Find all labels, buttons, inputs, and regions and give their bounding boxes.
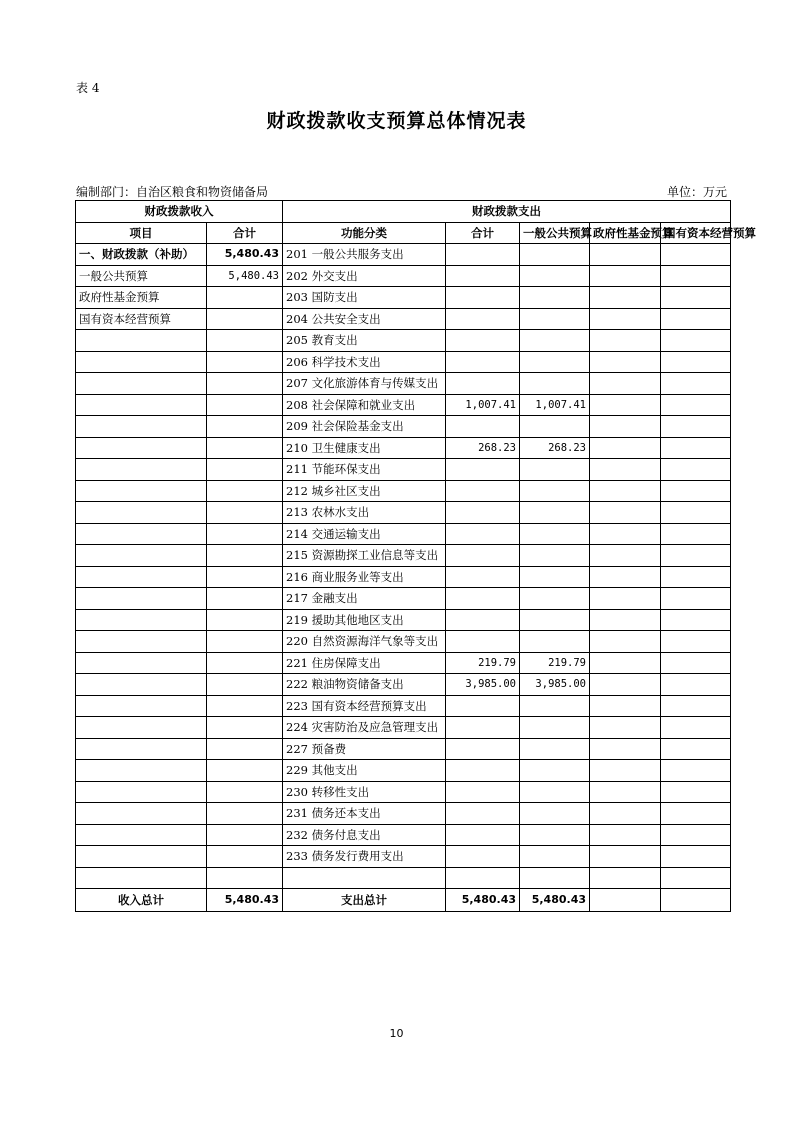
function-class-cell: 212 城乡社区支出 (283, 480, 446, 502)
income-amount-cell (207, 330, 283, 352)
expense-amount-cell: 219.79 (446, 652, 520, 674)
table-row (76, 781, 731, 803)
income-amount-cell (207, 588, 283, 610)
function-class-cell (283, 867, 446, 889)
gov-fund-cell (590, 695, 661, 717)
income-item-cell (76, 717, 207, 739)
table-row (76, 695, 731, 717)
function-class-cell: 220 自然资源海洋气象等支出 (283, 631, 446, 653)
income-amount-cell (207, 437, 283, 459)
general-budget-cell (520, 287, 590, 309)
gov-fund-cell (590, 760, 661, 782)
income-total-header: 合计 (207, 222, 283, 244)
header-columns-row (76, 222, 731, 244)
income-item-cell (76, 631, 207, 653)
income-amount-cell (207, 717, 283, 739)
income-item-cell (76, 760, 207, 782)
function-class-cell: 204 公共安全支出 (283, 308, 446, 330)
income-amount-cell (207, 803, 283, 825)
general-budget-cell (520, 480, 590, 502)
item-header: 项目 (76, 222, 207, 244)
income-amount-cell (207, 631, 283, 653)
general-budget-cell (520, 760, 590, 782)
income-amount-cell: 5,480.43 (207, 244, 283, 266)
function-class-cell: 208 社会保障和就业支出 (283, 394, 446, 416)
function-class-cell: 219 援助其他地区支出 (283, 609, 446, 631)
table-row (76, 674, 731, 696)
function-class-cell: 217 金融支出 (283, 588, 446, 610)
function-class-cell: 213 农林水支出 (283, 502, 446, 524)
state-capital-cell (661, 502, 731, 524)
expense-amount-cell (446, 416, 520, 438)
gov-fund-cell (590, 588, 661, 610)
gov-fund-cell (590, 867, 661, 889)
state-capital-header: 国有资本经营预算 (661, 222, 731, 244)
function-class-cell: 214 交通运输支出 (283, 523, 446, 545)
table-row (76, 652, 731, 674)
table-row (76, 846, 731, 868)
state-capital-cell (661, 760, 731, 782)
general-budget-cell (520, 867, 590, 889)
expense-amount-cell (446, 330, 520, 352)
gov-fund-cell (590, 244, 661, 266)
table-row (76, 265, 731, 287)
totals-row (76, 889, 731, 912)
expense-total-label: 支出总计 (283, 889, 446, 912)
state-capital-cell (661, 824, 731, 846)
income-item-cell (76, 652, 207, 674)
state-capital-cell (661, 566, 731, 588)
gov-fund-cell (590, 394, 661, 416)
general-grand-total: 5,480.43 (520, 889, 590, 912)
income-amount-cell (207, 846, 283, 868)
general-budget-cell (520, 803, 590, 825)
general-budget-cell (520, 738, 590, 760)
income-item-cell (76, 846, 207, 868)
income-item-cell (76, 566, 207, 588)
general-budget-cell (520, 351, 590, 373)
expense-amount-cell (446, 695, 520, 717)
table-row (76, 588, 731, 610)
function-class-cell: 233 债务发行费用支出 (283, 846, 446, 868)
gov-fund-cell (590, 437, 661, 459)
gov-fund-cell (590, 502, 661, 524)
income-amount-cell (207, 781, 283, 803)
capital-grand-total (661, 889, 731, 912)
table-row (76, 330, 731, 352)
income-item-cell (76, 394, 207, 416)
income-amount-cell (207, 824, 283, 846)
general-budget-cell (520, 781, 590, 803)
function-class-cell: 203 国防支出 (283, 287, 446, 309)
state-capital-cell (661, 717, 731, 739)
function-class-cell: 206 科学技术支出 (283, 351, 446, 373)
function-class-cell: 201 一般公共服务支出 (283, 244, 446, 266)
expense-amount-cell (446, 523, 520, 545)
income-item-cell (76, 781, 207, 803)
state-capital-cell (661, 846, 731, 868)
income-item-cell (76, 545, 207, 567)
table-row (76, 738, 731, 760)
expense-amount-cell (446, 781, 520, 803)
expense-amount-cell: 268.23 (446, 437, 520, 459)
table-row (76, 609, 731, 631)
gov-fund-cell (590, 803, 661, 825)
table-row (76, 373, 731, 395)
state-capital-cell (661, 781, 731, 803)
function-class-cell: 207 文化旅游体育与传媒支出 (283, 373, 446, 395)
state-capital-cell (661, 287, 731, 309)
gov-fund-cell (590, 287, 661, 309)
table-number: 表 4 (76, 81, 100, 95)
state-capital-cell (661, 631, 731, 653)
general-budget-cell (520, 545, 590, 567)
expense-amount-cell (446, 609, 520, 631)
income-item-cell (76, 867, 207, 889)
income-item-cell (76, 803, 207, 825)
income-item-cell (76, 523, 207, 545)
gov-fund-cell (590, 717, 661, 739)
gov-fund-cell (590, 846, 661, 868)
function-class-cell: 231 债务还本支出 (283, 803, 446, 825)
table-row (76, 760, 731, 782)
income-item-cell (76, 738, 207, 760)
income-amount-cell (207, 545, 283, 567)
state-capital-cell (661, 480, 731, 502)
table-row (76, 480, 731, 502)
income-amount-cell (207, 760, 283, 782)
gov-fund-header: 政府性基金预算 (590, 222, 661, 244)
function-class-cell: 202 外交支出 (283, 265, 446, 287)
income-amount-cell (207, 287, 283, 309)
expense-amount-cell (446, 566, 520, 588)
expense-amount-cell (446, 760, 520, 782)
income-amount-cell (207, 867, 283, 889)
header-group-row (76, 201, 731, 223)
state-capital-cell (661, 695, 731, 717)
income-amount-cell (207, 351, 283, 373)
state-capital-cell (661, 459, 731, 481)
state-capital-cell (661, 308, 731, 330)
expense-amount-cell (446, 459, 520, 481)
income-amount-cell: 5,480.43 (207, 265, 283, 287)
income-item-cell: 政府性基金预算 (76, 287, 207, 309)
income-item-cell (76, 459, 207, 481)
income-amount-cell (207, 609, 283, 631)
income-amount-cell (207, 459, 283, 481)
function-class-cell: 230 转移性支出 (283, 781, 446, 803)
unit-label: 单位：万元 (666, 185, 727, 199)
gov-fund-cell (590, 781, 661, 803)
function-class-cell: 232 债务付息支出 (283, 824, 446, 846)
gov-fund-cell (590, 652, 661, 674)
income-amount-cell (207, 566, 283, 588)
income-item-cell: 一、财政拨款（补助） (76, 244, 207, 266)
expense-total-header: 合计 (446, 222, 520, 244)
income-item-cell (76, 609, 207, 631)
table-row (76, 502, 731, 524)
page-number: 10 (389, 1027, 404, 1040)
gov-fund-cell (590, 674, 661, 696)
document-title: 财政拨款收支预算总体情况表 (266, 110, 527, 132)
income-amount-cell (207, 502, 283, 524)
table-row (76, 803, 731, 825)
income-item-cell (76, 416, 207, 438)
function-class-cell: 211 节能环保支出 (283, 459, 446, 481)
gov-fund-cell (590, 351, 661, 373)
state-capital-cell (661, 330, 731, 352)
function-class-cell: 227 预备费 (283, 738, 446, 760)
expense-amount-cell: 3,985.00 (446, 674, 520, 696)
general-budget-cell (520, 609, 590, 631)
general-budget-cell (520, 416, 590, 438)
general-budget-cell (520, 265, 590, 287)
expense-amount-cell (446, 717, 520, 739)
state-capital-cell (661, 545, 731, 567)
state-capital-cell (661, 373, 731, 395)
general-budget-cell (520, 566, 590, 588)
expense-amount-cell (446, 244, 520, 266)
table-row (76, 824, 731, 846)
general-budget-cell: 268.23 (520, 437, 590, 459)
table-row (76, 351, 731, 373)
expense-amount-cell (446, 824, 520, 846)
expense-amount-cell (446, 738, 520, 760)
income-amount-cell (207, 652, 283, 674)
table-row (76, 867, 731, 889)
function-class-cell: 215 资源勘探工业信息等支出 (283, 545, 446, 567)
table-row (76, 545, 731, 567)
income-amount-cell (207, 416, 283, 438)
general-budget-cell (520, 308, 590, 330)
income-amount-cell (207, 523, 283, 545)
income-amount-cell (207, 394, 283, 416)
table-row (76, 287, 731, 309)
general-budget-cell (520, 846, 590, 868)
expense-amount-cell (446, 867, 520, 889)
gov-fund-cell (590, 824, 661, 846)
function-class-cell: 216 商业服务业等支出 (283, 566, 446, 588)
income-item-cell (76, 373, 207, 395)
state-capital-cell (661, 265, 731, 287)
expense-amount-cell (446, 480, 520, 502)
gov-fund-cell (590, 609, 661, 631)
gov-fund-cell (590, 545, 661, 567)
expense-amount-cell (446, 373, 520, 395)
general-budget-cell (520, 459, 590, 481)
general-budget-cell (520, 695, 590, 717)
expense-amount-cell (446, 631, 520, 653)
gov-fund-cell (590, 631, 661, 653)
table-row (76, 631, 731, 653)
budget-table (75, 200, 756, 912)
income-amount-cell (207, 738, 283, 760)
table-row (76, 566, 731, 588)
general-budget-cell (520, 244, 590, 266)
expense-grand-total: 5,480.43 (446, 889, 520, 912)
gov-fund-cell (590, 308, 661, 330)
income-amount-cell (207, 695, 283, 717)
general-budget-cell (520, 502, 590, 524)
function-class-cell: 229 其他支出 (283, 760, 446, 782)
general-budget-cell: 3,985.00 (520, 674, 590, 696)
expense-amount-cell (446, 502, 520, 524)
gov-fund-cell (590, 459, 661, 481)
income-grand-total: 5,480.43 (207, 889, 283, 912)
general-budget-cell: 219.79 (520, 652, 590, 674)
income-amount-cell (207, 308, 283, 330)
function-class-cell: 223 国有资本经营预算支出 (283, 695, 446, 717)
table-row (76, 416, 731, 438)
general-budget-cell (520, 523, 590, 545)
general-budget-cell (520, 330, 590, 352)
expense-amount-cell: 1,007.41 (446, 394, 520, 416)
state-capital-cell (661, 803, 731, 825)
state-capital-cell (661, 867, 731, 889)
income-total-label: 收入总计 (76, 889, 207, 912)
gov-fund-cell (590, 480, 661, 502)
gov-fund-cell (590, 373, 661, 395)
income-item-cell (76, 330, 207, 352)
income-item-cell (76, 588, 207, 610)
table-row (76, 244, 731, 266)
gov-fund-cell (590, 523, 661, 545)
gov-fund-cell (590, 330, 661, 352)
state-capital-cell (661, 609, 731, 631)
function-class-cell: 209 社会保险基金支出 (283, 416, 446, 438)
gov-fund-cell (590, 566, 661, 588)
general-budget-cell (520, 717, 590, 739)
income-item-cell (76, 351, 207, 373)
gov-fund-cell (590, 416, 661, 438)
state-capital-cell (661, 652, 731, 674)
function-class-cell: 210 卫生健康支出 (283, 437, 446, 459)
income-item-cell (76, 437, 207, 459)
table-row (76, 717, 731, 739)
table-row (76, 308, 731, 330)
income-item-cell (76, 502, 207, 524)
state-capital-cell (661, 674, 731, 696)
general-budget-cell: 1,007.41 (520, 394, 590, 416)
expense-amount-cell (446, 846, 520, 868)
income-item-cell: 一般公共预算 (76, 265, 207, 287)
expense-amount-cell (446, 351, 520, 373)
state-capital-cell (661, 416, 731, 438)
income-item-cell (76, 480, 207, 502)
general-budget-cell (520, 631, 590, 653)
department-label: 编制部门：自治区粮食和物资储备局 (76, 185, 269, 199)
general-budget-header: 一般公共预算 (520, 222, 590, 244)
table-row (76, 459, 731, 481)
general-budget-cell (520, 588, 590, 610)
table-row (76, 437, 731, 459)
state-capital-cell (661, 588, 731, 610)
function-class-cell: 222 粮油物资储备支出 (283, 674, 446, 696)
income-item-cell (76, 674, 207, 696)
table-body (76, 244, 731, 889)
fund-grand-total (590, 889, 661, 912)
income-group-header: 财政拨款收入 (76, 201, 283, 223)
expense-amount-cell (446, 308, 520, 330)
function-class-cell: 224 灾害防治及应急管理支出 (283, 717, 446, 739)
gov-fund-cell (590, 738, 661, 760)
general-budget-cell (520, 824, 590, 846)
expense-amount-cell (446, 588, 520, 610)
income-item-cell (76, 695, 207, 717)
income-item-cell: 国有资本经营预算 (76, 308, 207, 330)
income-amount-cell (207, 480, 283, 502)
income-item-cell (76, 824, 207, 846)
income-amount-cell (207, 674, 283, 696)
function-class-cell: 205 教育支出 (283, 330, 446, 352)
function-class-header: 功能分类 (283, 222, 446, 244)
state-capital-cell (661, 394, 731, 416)
expense-amount-cell (446, 803, 520, 825)
state-capital-cell (661, 738, 731, 760)
state-capital-cell (661, 351, 731, 373)
expense-amount-cell (446, 265, 520, 287)
expense-amount-cell (446, 545, 520, 567)
gov-fund-cell (590, 265, 661, 287)
table-row (76, 394, 731, 416)
table-row (76, 523, 731, 545)
expense-amount-cell (446, 287, 520, 309)
income-amount-cell (207, 373, 283, 395)
state-capital-cell (661, 437, 731, 459)
state-capital-cell (661, 523, 731, 545)
expense-group-header: 财政拨款支出 (283, 201, 731, 223)
function-class-cell: 221 住房保障支出 (283, 652, 446, 674)
state-capital-cell (661, 244, 731, 266)
general-budget-cell (520, 373, 590, 395)
